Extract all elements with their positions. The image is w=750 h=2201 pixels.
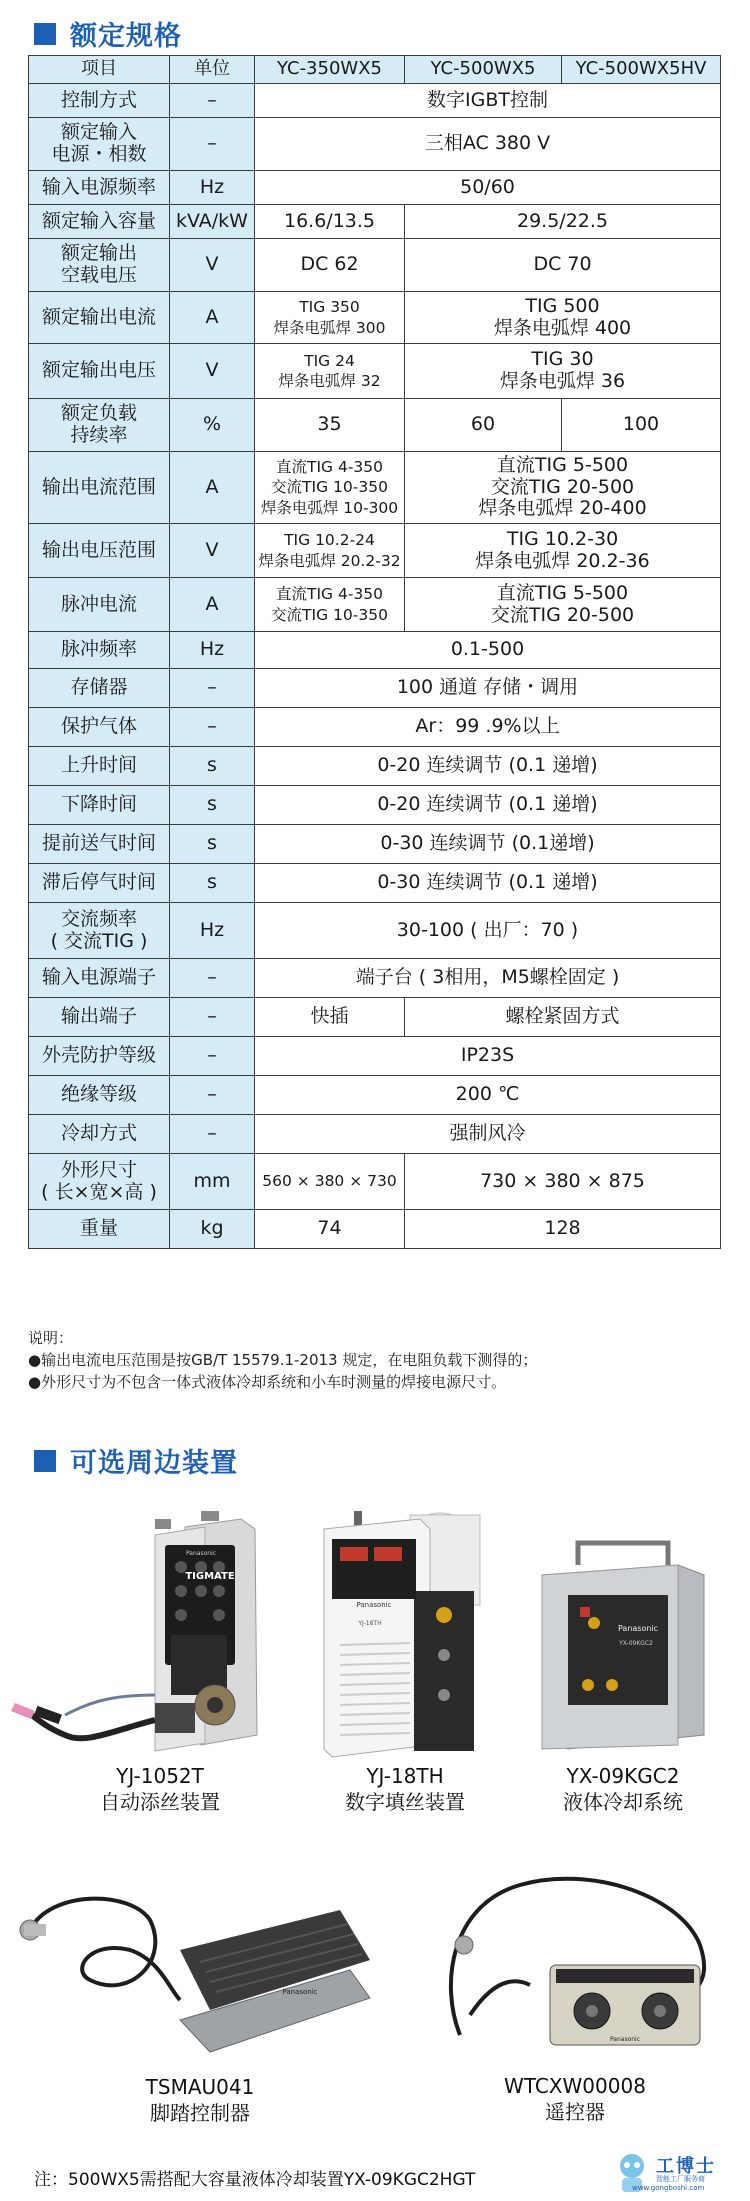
- row-unit: A: [170, 292, 255, 344]
- value-line: 交流TIG 10-350: [271, 605, 388, 624]
- row-value-model-1: [255, 292, 405, 344]
- row-unit: A: [170, 452, 255, 524]
- row-value-model-2-3: 29.5/22.5: [405, 205, 721, 239]
- row-value: 100 通道 存储・调用: [255, 669, 721, 708]
- row-value: 30-100 ( 出厂：70 ): [255, 903, 721, 959]
- row-value-model-2-3: [405, 344, 721, 399]
- table-row: [29, 669, 721, 708]
- row-label-line: 电源・相数: [51, 143, 147, 165]
- row-label: [29, 239, 170, 292]
- product-model: TSMAU041: [145, 2075, 255, 2099]
- row-label: 存储器: [29, 669, 170, 708]
- table-row: [29, 786, 721, 825]
- product-yx-09kgc2: [528, 1535, 718, 1815]
- row-value-model-1: [255, 524, 405, 578]
- section-heading-specs: [34, 14, 182, 53]
- value-line: 直流TIG 5-500: [496, 453, 629, 476]
- table-row: [29, 1154, 721, 1210]
- watermark-logo: [612, 2150, 742, 2194]
- value-line: TIG 500: [525, 294, 600, 317]
- row-label: [29, 903, 170, 959]
- section-title: 可选周边装置: [70, 1448, 238, 1479]
- row-value-model-1: 35: [255, 399, 405, 452]
- table-row: [29, 292, 721, 344]
- table-row: [29, 524, 721, 578]
- row-label: 脉冲电流: [29, 578, 170, 632]
- row-label: 重量: [29, 1210, 170, 1249]
- section-title: 额定规格: [70, 21, 182, 52]
- row-unit: –: [170, 669, 255, 708]
- note-line: ●输出电流电压范围是按GB/T 15579.1-2013 规定，在电阻负载下测得的；: [28, 1351, 538, 1369]
- row-label: 输出端子: [29, 998, 170, 1037]
- row-value-model-1: [255, 344, 405, 399]
- table-row: [29, 959, 721, 998]
- table-row: [29, 118, 721, 171]
- row-unit: kVA/kW: [170, 205, 255, 239]
- section-heading-accessories: [34, 1441, 238, 1480]
- square-bullet-icon: [34, 23, 56, 45]
- value-line: 焊条电弧焊 20.2-32: [258, 551, 401, 570]
- notes: [28, 1327, 537, 1393]
- liquid-cooler-image: [528, 1535, 718, 1759]
- row-unit: V: [170, 524, 255, 578]
- row-unit: –: [170, 84, 255, 118]
- wire-feeder-image: [5, 1505, 315, 1759]
- row-value-model-1: [255, 452, 405, 524]
- row-unit: %: [170, 399, 255, 452]
- value-line: 焊条电弧焊 20-400: [478, 497, 647, 520]
- row-value-model-2-3: [405, 578, 721, 632]
- row-label: 输入电源频率: [29, 171, 170, 205]
- row-value-model-2-3: [405, 292, 721, 344]
- remote-controller-image: [430, 1865, 720, 2069]
- value-line: TIG 24: [304, 351, 355, 370]
- table-row: [29, 998, 721, 1037]
- row-unit: –: [170, 959, 255, 998]
- product-brand-label: Panasonic: [356, 1601, 392, 1609]
- row-label: [29, 1154, 170, 1210]
- foot-pedal-image: [10, 1880, 390, 2070]
- product-brand-label: Panasonic: [185, 1550, 217, 1557]
- product-model: YJ-1052T: [116, 1764, 204, 1788]
- row-label: 绝缘等级: [29, 1076, 170, 1115]
- row-unit: –: [170, 1037, 255, 1076]
- table-row: [29, 1210, 721, 1249]
- product-brand-label: Panasonic: [609, 2036, 641, 2043]
- table-header-row: [29, 56, 721, 84]
- row-unit: s: [170, 786, 255, 825]
- table-row: [29, 84, 721, 118]
- row-unit: –: [170, 708, 255, 747]
- header-item: 项目: [29, 56, 170, 84]
- row-label: [29, 118, 170, 171]
- row-value-model-2: 60: [405, 399, 562, 452]
- row-value: 0-30 连续调节 (0.1递增): [255, 825, 721, 864]
- watermark-url: www.gongboshi.com: [632, 2184, 705, 2192]
- row-unit: V: [170, 239, 255, 292]
- watermark-sub: 智能工厂服务商: [656, 2175, 705, 2183]
- notes-title: 说明：: [28, 1329, 74, 1347]
- product-model: YX-09KGC2: [566, 1764, 680, 1788]
- row-label: 保护气体: [29, 708, 170, 747]
- row-label: 冷却方式: [29, 1115, 170, 1154]
- table-row: [29, 578, 721, 632]
- row-value: 0-30 连续调节 (0.1 递增): [255, 864, 721, 903]
- row-label-line: 额定输入: [60, 121, 137, 144]
- table-row: [29, 399, 721, 452]
- row-value-model-2-3: 螺栓紧固方式: [405, 998, 721, 1037]
- table-row: [29, 747, 721, 786]
- spec-table: [28, 55, 721, 1249]
- row-label: 额定输出电流: [29, 292, 170, 344]
- product-wtcxw00008: [430, 1865, 720, 2125]
- product-tsmau041: [10, 1880, 390, 2126]
- row-label-line: 空载电压: [60, 264, 137, 286]
- row-label-line: 额定负载: [60, 402, 137, 425]
- table-row: [29, 632, 721, 669]
- value-line: 直流TIG 5-500: [496, 581, 629, 604]
- row-unit: –: [170, 1076, 255, 1115]
- header-model-2: YC-500WX5: [405, 56, 562, 84]
- row-value-model-2-3: 128: [405, 1210, 721, 1249]
- table-row: [29, 452, 721, 524]
- row-label: [29, 399, 170, 452]
- row-value: 强制风冷: [255, 1115, 721, 1154]
- product-name: 脚踏控制器: [150, 2101, 250, 2125]
- table-row: [29, 205, 721, 239]
- value-line: TIG 30: [531, 348, 594, 371]
- value-line: 焊条电弧焊 10-300: [260, 498, 399, 517]
- header-model-1: YC-350WX5: [255, 56, 405, 84]
- row-unit: kg: [170, 1210, 255, 1249]
- product-name: 数字填丝装置: [345, 1790, 465, 1814]
- value-line: 焊条电弧焊 32: [278, 372, 381, 390]
- row-unit: Hz: [170, 903, 255, 959]
- row-value-model-1: 74: [255, 1210, 405, 1249]
- row-unit: s: [170, 825, 255, 864]
- table-row: [29, 708, 721, 747]
- row-label: 上升时间: [29, 747, 170, 786]
- note-line: ●外形尺寸为不包含一体式液体冷却系统和小车时测量的焊接电源尺寸。: [28, 1373, 507, 1391]
- table-row: [29, 864, 721, 903]
- row-value-model-1: 16.6/13.5: [255, 205, 405, 239]
- row-label: 控制方式: [29, 84, 170, 118]
- table-row: [29, 344, 721, 399]
- watermark-brand: 工博士: [656, 2156, 716, 2177]
- digital-wire-feeder-image: [310, 1495, 500, 1759]
- row-value: 50/60: [255, 171, 721, 205]
- value-line: 交流TIG 20-500: [490, 475, 635, 498]
- row-label: 输入电源端子: [29, 959, 170, 998]
- row-value-model-1: DC 62: [255, 239, 405, 292]
- value-line: TIG 10.2-30: [506, 527, 619, 550]
- row-value: 数字IGBT控制: [255, 84, 721, 118]
- row-unit: –: [170, 118, 255, 171]
- header-unit: 单位: [170, 56, 255, 84]
- row-label: 输出电压范围: [29, 524, 170, 578]
- row-unit: V: [170, 344, 255, 399]
- value-line: 直流TIG 4-350: [275, 585, 384, 604]
- product-panel-label: TIGMATE: [185, 1571, 235, 1582]
- row-value-model-1: 快插: [255, 998, 405, 1037]
- row-value-model-2-3: [405, 452, 721, 524]
- value-line: TIG 350: [299, 298, 360, 317]
- row-value: 0-20 连续调节 (0.1 递增): [255, 747, 721, 786]
- value-line: 焊条电弧焊 36: [499, 370, 626, 392]
- row-unit: Hz: [170, 171, 255, 205]
- row-label: 额定输出电压: [29, 344, 170, 399]
- row-label-line: 外形尺寸: [60, 1158, 137, 1181]
- value-line: TIG 10.2-24: [284, 531, 375, 550]
- row-value-model-1: [255, 578, 405, 632]
- header-model-3: YC-500WX5HV: [562, 56, 721, 84]
- row-value-model-2-3: DC 70: [405, 239, 721, 292]
- row-value-model-3: 100: [562, 399, 721, 452]
- row-value: IP23S: [255, 1037, 721, 1076]
- product-model: WTCXW00008: [504, 2074, 646, 2098]
- square-bullet-icon: [34, 1450, 56, 1472]
- value-line: 直流TIG 4-350: [275, 458, 384, 477]
- row-label-line: 持续率: [70, 424, 128, 446]
- row-label: 下降时间: [29, 786, 170, 825]
- row-label: 滞后停气时间: [29, 864, 170, 903]
- row-label: 提前送气时间: [29, 825, 170, 864]
- row-label-line: 交流频率: [60, 907, 137, 930]
- row-value: 200 ℃: [255, 1076, 721, 1115]
- row-unit: –: [170, 1115, 255, 1154]
- value-line: 焊条电弧焊 20.2-36: [475, 549, 650, 572]
- product-yj-18th: [310, 1495, 500, 1815]
- row-label-line: ( 交流TIG ): [50, 929, 148, 952]
- row-unit: mm: [170, 1154, 255, 1210]
- row-unit: Hz: [170, 632, 255, 669]
- row-unit: A: [170, 578, 255, 632]
- row-value-model-1: 560 × 380 × 730: [255, 1154, 405, 1210]
- table-row: [29, 1037, 721, 1076]
- row-unit: –: [170, 998, 255, 1037]
- row-label: 输出电流范围: [29, 452, 170, 524]
- footnote: 注：500WX5需搭配大容量液体冷却装置YX-09KGC2HGT: [34, 2170, 476, 2190]
- product-brand-label: Panasonic: [617, 1624, 659, 1633]
- row-label: 脉冲频率: [29, 632, 170, 669]
- row-unit: s: [170, 747, 255, 786]
- row-unit: s: [170, 864, 255, 903]
- product-name: 遥控器: [545, 2100, 605, 2124]
- row-value: Ar：99 .9%以上: [255, 708, 721, 747]
- row-value: 三相AC 380 V: [255, 118, 721, 171]
- product-name: 液体冷却系统: [563, 1790, 683, 1814]
- row-value: 0-20 连续调节 (0.1 递增): [255, 786, 721, 825]
- row-value-model-2-3: [405, 524, 721, 578]
- product-panel-label: YJ-18TH: [358, 1620, 382, 1627]
- product-brand-label: Panasonic: [282, 1988, 318, 1996]
- product-panel-label: YX-09KGC2: [619, 1640, 653, 1647]
- row-label: 额定输入容量: [29, 205, 170, 239]
- value-line: 焊条电弧焊 300: [273, 318, 386, 337]
- row-value: 端子台 ( 3相用，M5螺栓固定 ): [255, 959, 721, 998]
- table-row: [29, 1115, 721, 1154]
- value-line: 交流TIG 10-350: [271, 478, 388, 497]
- table-row: [29, 171, 721, 205]
- table-row: [29, 239, 721, 292]
- row-value-model-2-3: 730 × 380 × 875: [405, 1154, 721, 1210]
- product-yj-1052t: [5, 1505, 315, 1815]
- table-row: [29, 825, 721, 864]
- row-label-line: 额定输出: [60, 242, 137, 265]
- row-value: 0.1-500: [255, 632, 721, 669]
- row-label: 外壳防护等级: [29, 1037, 170, 1076]
- value-line: 交流TIG 20-500: [490, 603, 635, 626]
- product-name: 自动添丝装置: [100, 1790, 220, 1814]
- row-label-line: ( 长×宽×高 ): [41, 1180, 157, 1203]
- table-row: [29, 1076, 721, 1115]
- product-model: YJ-18TH: [366, 1764, 444, 1788]
- value-line: 焊条电弧焊 400: [493, 316, 632, 339]
- table-row: [29, 903, 721, 959]
